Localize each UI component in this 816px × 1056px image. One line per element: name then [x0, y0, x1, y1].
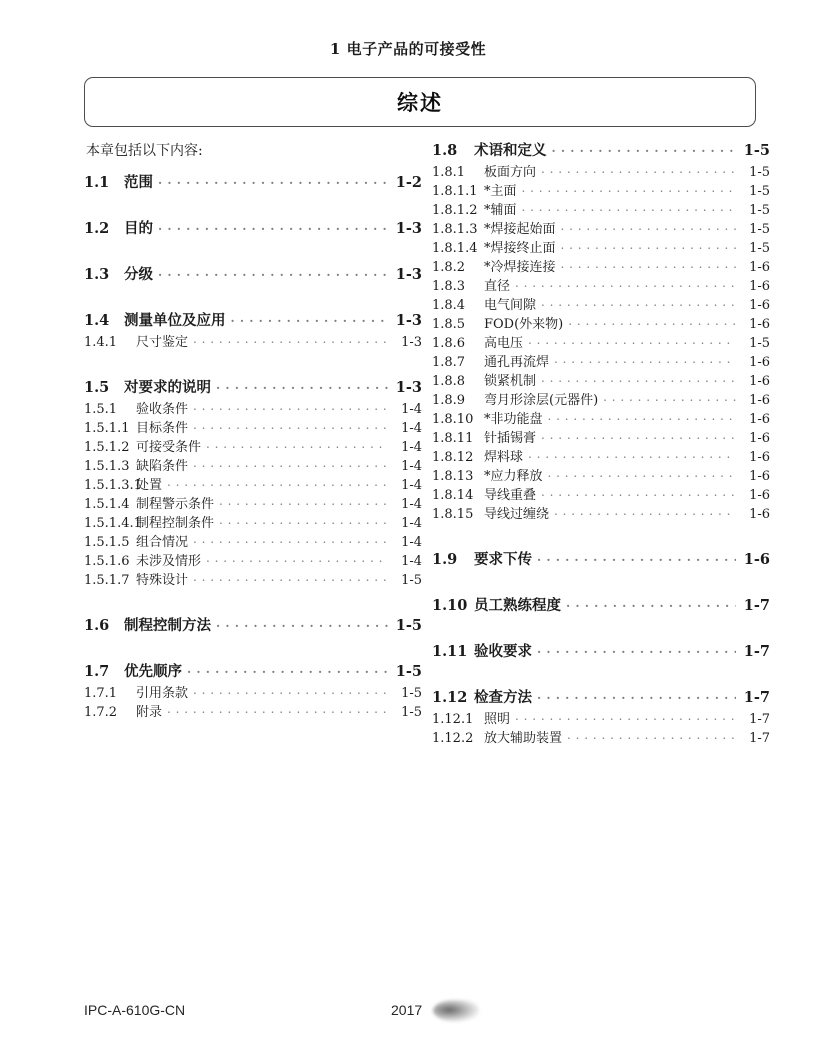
toc-entry[interactable]: [84, 457, 422, 473]
toc-leader-dots: [187, 661, 388, 676]
toc-entry-number: 1.5.1.1: [84, 421, 130, 436]
toc-entry-number: 1.8.2: [432, 260, 466, 275]
toc-entry-number: 1.5: [84, 378, 110, 396]
toc-leader-dots: [216, 615, 388, 630]
toc-entry-number: 1.8.11: [432, 431, 474, 446]
toc-entry[interactable]: [84, 476, 422, 492]
toc-entry-label: 导线过缠绕: [484, 507, 550, 522]
toc-entry-page: 1-4: [401, 516, 422, 531]
toc-leader-dots: [554, 505, 736, 518]
toc-leader-dots: [567, 729, 736, 742]
toc-entry[interactable]: [84, 333, 422, 349]
toc-leader-dots: [548, 410, 736, 423]
toc-entry-label: 板面方向: [484, 165, 537, 180]
toc-entry[interactable]: [432, 220, 770, 236]
toc-entry-number: 1.5.1.4.1: [84, 516, 142, 531]
toc-entry[interactable]: [432, 687, 770, 705]
toc-entry-label: 分级: [124, 265, 153, 283]
toc-leader-dots: [193, 571, 388, 584]
toc-leader-dots: [541, 296, 736, 309]
toc-leader-dots: [206, 552, 388, 565]
toc-entry-number: 1.5.1.3: [84, 459, 130, 474]
toc-entry[interactable]: [432, 467, 770, 483]
toc-entry-page: 1-6: [749, 431, 770, 446]
toc-entry-page: 1-6: [749, 298, 770, 313]
toc-entry[interactable]: [432, 315, 770, 331]
toc-entry-page: 1-5: [401, 573, 422, 588]
toc-entry-number: 1.8.6: [432, 336, 466, 351]
toc-entry-number: 1.5.1.6: [84, 554, 130, 569]
toc-entry-number: 1.9: [432, 550, 458, 568]
toc-leader-dots: [515, 710, 736, 723]
toc-entry[interactable]: [432, 201, 770, 217]
toc-leader-dots: [548, 467, 736, 480]
toc-entry-label: 要求下传: [474, 550, 532, 568]
toc-entry-number: 1.5.1.2: [84, 440, 130, 455]
toc-list-right: [432, 140, 770, 745]
toc-entry[interactable]: [84, 172, 422, 190]
toc-entry[interactable]: [432, 391, 770, 407]
toc-entry-page: 1-4: [401, 497, 422, 512]
toc-entry-number: 1.8.4: [432, 298, 466, 313]
toc-entry-number: 1.10: [432, 596, 468, 614]
toc-entry-label: 放大辅助装置: [484, 731, 563, 746]
toc-leader-dots: [231, 310, 389, 325]
toc-entry[interactable]: [84, 310, 422, 328]
toc-entry-number: 1.8.15: [432, 507, 474, 522]
toc-leader-dots: [216, 377, 388, 392]
toc-leader-dots: [541, 429, 736, 442]
toc-entry-page: 1-2: [395, 173, 422, 191]
toc-entry-number: 1.8.8: [432, 374, 466, 389]
toc-entry[interactable]: [432, 277, 770, 293]
toc-entry-page: 1-5: [743, 141, 770, 159]
toc-entry-label: 验收要求: [474, 642, 532, 660]
toc-leader-dots: [561, 220, 736, 233]
toc-entry-label: 引用条款: [136, 686, 189, 701]
toc-entry-number: 1.8.13: [432, 469, 474, 484]
toc-entry-number: 1.12.2: [432, 731, 474, 746]
toc-entry[interactable]: [432, 163, 770, 179]
toc-entry-number: 1.8.3: [432, 279, 466, 294]
toc-entry-number: 1.7: [84, 662, 110, 680]
toc-entry-number: 1.8.7: [432, 355, 466, 370]
toc-entry-page: 1-6: [749, 317, 770, 332]
toc-leader-dots: [552, 140, 737, 155]
toc-column-left: [84, 140, 422, 722]
toc-entry-number: 1.5.1.3.1: [84, 478, 142, 493]
toc-leader-dots: [603, 391, 736, 404]
toc-entry-page: 1-5: [749, 203, 770, 218]
toc-leader-dots: [561, 239, 736, 252]
toc-leader-dots: [158, 218, 388, 233]
toc-entry[interactable]: [432, 448, 770, 464]
toc-leader-dots: [206, 438, 388, 451]
toc-entry-label: 焊料球: [484, 450, 524, 465]
toc-entry[interactable]: [84, 218, 422, 236]
toc-entry-page: 1-4: [401, 459, 422, 474]
toc-entry-number: 1.6: [84, 616, 110, 634]
toc-leader-dots: [541, 163, 736, 176]
toc-entry-label: 针插锡膏: [484, 431, 537, 446]
toc-entry-label: 优先顺序: [124, 662, 182, 680]
chapter-title-box: [84, 77, 756, 127]
toc-entry[interactable]: [432, 549, 770, 567]
toc-entry-number: 1.5.1.4: [84, 497, 130, 512]
toc-entry-number: 1.7.2: [84, 705, 118, 720]
toc-entry-page: 1-3: [395, 219, 422, 237]
toc-entry-page: 1-4: [401, 440, 422, 455]
toc-entry-label: 验收条件: [136, 402, 189, 417]
toc-leader-dots: [541, 372, 736, 385]
toc-entry-label: 范围: [124, 173, 153, 191]
toc-entry-label: 可接受条件: [136, 440, 202, 455]
toc-leader-dots: [541, 486, 736, 499]
toc-entry-page: 1-6: [749, 450, 770, 465]
toc-entry-label: *应力释放: [484, 469, 543, 484]
toc-entry[interactable]: [84, 495, 422, 511]
toc-entry-label: 锁紧机制: [484, 374, 537, 389]
toc-entry-label: 未涉及情形: [136, 554, 202, 569]
toc-leader-dots: [219, 495, 388, 508]
toc-entry-page: 1-5: [395, 662, 422, 680]
toc-leader-dots: [193, 333, 388, 346]
toc-leader-dots: [193, 457, 388, 470]
toc-entry-page: 1-3: [401, 335, 422, 350]
toc-entry[interactable]: [84, 264, 422, 282]
toc-entry-label: 照明: [484, 712, 511, 727]
toc-entry[interactable]: [432, 334, 770, 350]
toc-entry-label: 直径: [484, 279, 511, 294]
toc-entry-page: 1-7: [749, 712, 770, 727]
toc-entry[interactable]: [432, 710, 770, 726]
toc-entry-label: 目标条件: [136, 421, 189, 436]
toc-entry-number: 1.8.1.4: [432, 241, 478, 256]
toc-entry-page: 1-5: [749, 241, 770, 256]
toc-entry[interactable]: [432, 429, 770, 445]
toc-entry[interactable]: [432, 140, 770, 158]
toc-entry-label: 目的: [124, 219, 153, 237]
toc-entry-number: 1.3: [84, 265, 110, 283]
toc-entry-number: 1.12.1: [432, 712, 474, 727]
toc-entry-label: 检查方法: [474, 688, 532, 706]
toc-entry-label: 制程控制方法: [124, 616, 211, 634]
toc-entry-page: 1-6: [749, 507, 770, 522]
toc-entry[interactable]: [84, 615, 422, 633]
toc-entry-label: 附录: [136, 705, 163, 720]
toc-entry-number: 1.11: [432, 642, 468, 660]
toc-entry-number: 1.8.1.3: [432, 222, 478, 237]
toc-entry-number: 1.8.1.2: [432, 203, 478, 218]
toc-entry-label: FOD(外来物): [484, 317, 564, 332]
toc-entry[interactable]: [84, 400, 422, 416]
toc-entry-number: 1.5.1.7: [84, 573, 130, 588]
toc-entry-page: 1-4: [401, 421, 422, 436]
toc-leader-dots: [566, 595, 736, 610]
toc-entry-number: 1.8.14: [432, 488, 474, 503]
toc-entry-label: 制程警示条件: [136, 497, 215, 512]
toc-entry-page: 1-6: [749, 260, 770, 275]
toc-leader-dots: [193, 533, 388, 546]
toc-entry-page: 1-4: [401, 402, 422, 417]
toc-entry[interactable]: [84, 571, 422, 587]
toc-leader-dots: [537, 549, 736, 564]
toc-entry-label: 组合情况: [136, 535, 189, 550]
toc-entry[interactable]: [432, 182, 770, 198]
toc-entry-label: 处置: [136, 478, 163, 493]
toc-leader-dots: [193, 684, 388, 697]
toc-leader-dots: [167, 476, 388, 489]
toc-entry-label: *冷焊接连接: [484, 260, 556, 275]
toc-entry-number: 1.8.1: [432, 165, 466, 180]
toc-entry[interactable]: [432, 729, 770, 745]
footer-document-id: IPC-A-610G-CN: [84, 1002, 186, 1018]
toc-entry-number: 1.7.1: [84, 686, 118, 701]
toc-leader-dots: [193, 419, 388, 432]
toc-entry-page: 1-7: [743, 688, 770, 706]
toc-entry-number: 1.5.1.5: [84, 535, 130, 550]
toc-entry[interactable]: [84, 684, 422, 700]
toc-entry-page: 1-5: [749, 222, 770, 237]
toc-leader-dots: [568, 315, 736, 328]
toc-leader-dots: [522, 201, 736, 214]
toc-entry-page: 1-5: [749, 165, 770, 180]
toc-leader-dots: [515, 277, 736, 290]
toc-leader-dots: [554, 353, 736, 366]
toc-entry-label: 缺陷条件: [136, 459, 189, 474]
toc-entry-page: 1-6: [743, 550, 770, 568]
toc-entry-label: 员工熟练程度: [474, 596, 561, 614]
toc-entry-number: 1.4.1: [84, 335, 118, 350]
toc-entry-page: 1-3: [395, 311, 422, 329]
toc-entry[interactable]: [432, 296, 770, 312]
toc-leader-dots: [158, 264, 388, 279]
toc-entry-page: 1-6: [749, 279, 770, 294]
toc-entry[interactable]: [84, 703, 422, 719]
toc-entry-page: 1-6: [749, 374, 770, 389]
toc-entry-label: 测量单位及应用: [124, 311, 226, 329]
toc-entry[interactable]: [84, 377, 422, 395]
toc-entry-page: 1-6: [749, 488, 770, 503]
toc-entry[interactable]: [84, 533, 422, 549]
toc-entry-label: *焊接起始面: [484, 222, 556, 237]
toc-entry-label: 电气间隙: [484, 298, 537, 313]
toc-entry-number: 1.8.12: [432, 450, 474, 465]
toc-entry-label: *主面: [484, 184, 517, 199]
toc-entry[interactable]: [84, 661, 422, 679]
toc-leader-dots: [537, 687, 736, 702]
toc-leader-dots: [167, 703, 388, 716]
toc-entry-label: 通孔再流焊: [484, 355, 550, 370]
toc-entry-number: 1.8: [432, 141, 458, 159]
toc-entry-page: 1-7: [743, 642, 770, 660]
scan-smudge-artifact: [433, 1000, 479, 1022]
toc-entry-label: 制程控制条件: [136, 516, 215, 531]
toc-entry-page: 1-6: [749, 393, 770, 408]
toc-entry-label: 特殊设计: [136, 573, 189, 588]
toc-entry-label: 高电压: [484, 336, 524, 351]
toc-entry-number: 1.8.5: [432, 317, 466, 332]
footer-year: 2017: [391, 1002, 423, 1018]
toc-entry-page: 1-3: [395, 265, 422, 283]
toc-entry[interactable]: [432, 641, 770, 659]
toc-entry[interactable]: [432, 239, 770, 255]
toc-leader-dots: [528, 334, 736, 347]
toc-entry-page: 1-4: [401, 535, 422, 550]
toc-entry-page: 1-5: [395, 616, 422, 634]
toc-column-right: [432, 140, 770, 748]
toc-entry-number: 1.2: [84, 219, 110, 237]
toc-entry[interactable]: [432, 372, 770, 388]
toc-entry[interactable]: [432, 595, 770, 613]
toc-entry-number: 1.1: [84, 173, 110, 191]
toc-entry[interactable]: [84, 419, 422, 435]
toc-entry-page: 1-6: [749, 412, 770, 427]
running-header: 1 电子产品的可接受性: [329, 40, 487, 58]
toc-entry[interactable]: [432, 410, 770, 426]
page-footer: [84, 1002, 756, 1024]
toc-leader-dots: [158, 172, 388, 187]
toc-entry-page: 1-5: [749, 184, 770, 199]
toc-entry-label: *辅面: [484, 203, 517, 218]
toc-leader-dots: [219, 514, 388, 527]
toc-entry-page: 1-5: [401, 705, 422, 720]
toc-entry[interactable]: [84, 514, 422, 530]
toc-entry-page: 1-3: [395, 378, 422, 396]
toc-entry[interactable]: [84, 438, 422, 454]
toc-entry-page: 1-4: [401, 554, 422, 569]
toc-entry-page: 1-4: [401, 478, 422, 493]
toc-entry[interactable]: [432, 353, 770, 369]
toc-entry-number: 1.12: [432, 688, 468, 706]
toc-entry[interactable]: [432, 505, 770, 521]
toc-entry[interactable]: [84, 552, 422, 568]
toc-leader-dots: [193, 400, 388, 413]
intro-text: 本章包括以下内容:: [86, 143, 203, 159]
toc-entry-label: 对要求的说明: [124, 378, 211, 396]
toc-leader-dots: [561, 258, 736, 271]
toc-entry-number: 1.5.1: [84, 402, 118, 417]
toc-leader-dots: [528, 448, 736, 461]
toc-entry-label: 术语和定义: [474, 141, 547, 159]
toc-entry-number: 1.8.10: [432, 412, 474, 427]
toc-entry-label: 导线重叠: [484, 488, 537, 503]
toc-entry-page: 1-7: [743, 596, 770, 614]
toc-leader-dots: [522, 182, 736, 195]
toc-entry[interactable]: [432, 486, 770, 502]
toc-list-left: [84, 172, 422, 719]
toc-entry-page: 1-5: [401, 686, 422, 701]
toc-leader-dots: [537, 641, 736, 656]
toc-entry-page: 1-7: [749, 731, 770, 746]
chapter-title: 综述: [397, 90, 443, 115]
toc-entry-page: 1-6: [749, 469, 770, 484]
toc-entry-page: 1-6: [749, 355, 770, 370]
toc-entry[interactable]: [432, 258, 770, 274]
toc-entry-label: 弯月形涂层(元器件): [484, 393, 599, 408]
toc-entry-number: 1.8.1.1: [432, 184, 478, 199]
toc-entry-number: 1.8.9: [432, 393, 466, 408]
toc-entry-label: *焊接终止面: [484, 241, 556, 256]
toc-entry-label: 尺寸鉴定: [136, 335, 189, 350]
toc-entry-page: 1-5: [749, 336, 770, 351]
toc-entry-number: 1.4: [84, 311, 110, 329]
toc-entry-label: *非功能盘: [484, 412, 543, 427]
